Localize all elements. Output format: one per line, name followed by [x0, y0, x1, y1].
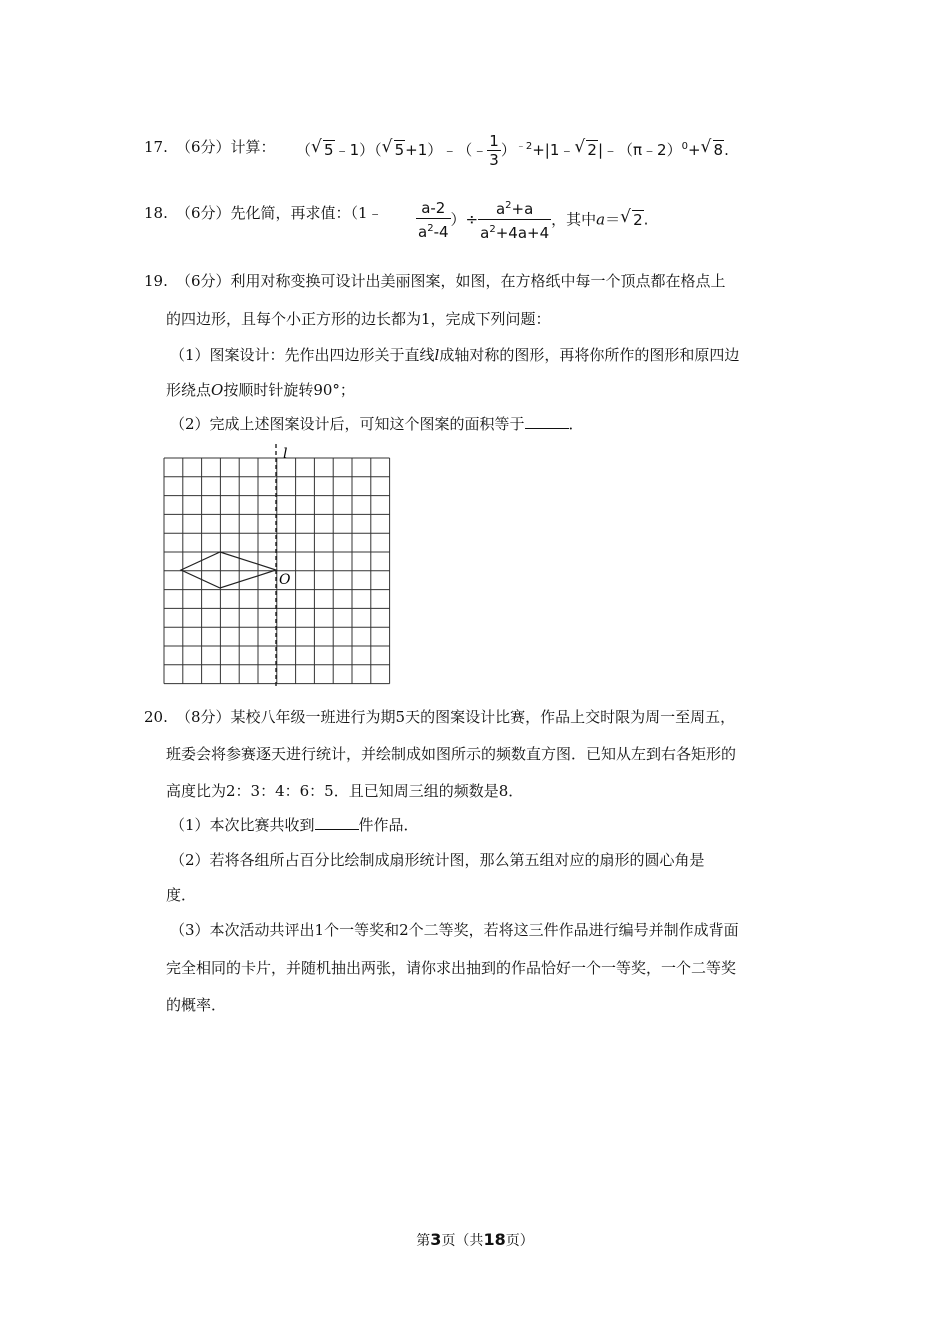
q20-text: 度． — [166, 886, 197, 904]
variable-a: a — [596, 210, 606, 229]
label-l: l — [283, 446, 288, 462]
denominator — [416, 219, 451, 242]
denominator: 3 — [489, 151, 499, 169]
denominator — [478, 220, 551, 243]
tail: +a — [511, 200, 534, 218]
page-total: 18 — [483, 1230, 506, 1249]
exponent: 2 — [427, 222, 434, 234]
q19-text: 按顺时针旋转90°； — [223, 381, 355, 399]
numerator: a-2 — [416, 198, 451, 219]
q17-text: ﹣1）（ — [334, 141, 382, 159]
exponent: 2 — [505, 200, 512, 211]
sqrt-5: √ 5 — [311, 137, 334, 159]
fraction-one-third — [487, 132, 501, 169]
radicand: 2 — [587, 141, 597, 159]
q19-text: ． — [568, 415, 584, 433]
sqrt-5: √ 5 — [381, 137, 405, 159]
q19-text: （2）完成上述图案设计后，可知这个图案的面积等于 — [170, 415, 525, 433]
q19-text: 成轴对称的图形，再将你所作的图形和原四边 — [439, 346, 740, 364]
q20-text: （8分）某校八年级一班进行为期5天的图案设计比赛，作品上交时限为周一至周五， — [176, 708, 736, 726]
q17-number: 17. — [144, 138, 168, 156]
q17-text: + — [687, 141, 701, 159]
label-O: O — [279, 572, 291, 588]
grid-lines — [164, 458, 390, 684]
tail: +4a+4 — [495, 224, 550, 242]
q17-paren: （ — [296, 141, 312, 159]
numerator: 1 — [489, 132, 499, 150]
footer-text: 页） — [505, 1233, 534, 1249]
sqrt-2: √ 2 — [574, 137, 597, 159]
exponent: 2 — [489, 224, 496, 235]
var-O: O — [211, 381, 224, 399]
quadrilateral — [181, 552, 276, 588]
q20-text: 的概率． — [166, 996, 227, 1014]
q18-expression — [416, 196, 648, 243]
q20-text: （1）本次比赛共收到 — [170, 816, 315, 834]
footer-text: 第 — [416, 1233, 431, 1249]
answer-blank[interactable] — [525, 414, 569, 429]
footer-text: 页（共 — [441, 1233, 484, 1249]
q20-text: （3）本次活动共评出1个一等奖和2个二等奖，若将这三件作品进行编号并制作成背面 — [170, 921, 739, 939]
radicand: 5 — [324, 141, 334, 159]
divide: ）÷ — [450, 210, 479, 229]
q18-text: （6分）先化简，再求值：（1﹣ — [176, 204, 383, 222]
base: a — [480, 224, 490, 242]
sqrt-8: √ 8 — [700, 137, 724, 159]
q17-expression — [296, 130, 729, 170]
page-number: 3 — [430, 1230, 442, 1249]
q19-text: （1）图案设计：先作出四边形关于直线 — [170, 346, 435, 364]
sqrt-2: √ 2 — [620, 206, 643, 229]
exponent: 0 — [681, 141, 688, 152]
equals: ＝ — [605, 210, 621, 229]
q20-text: 件作品． — [358, 816, 419, 834]
q17-text: ） — [500, 141, 516, 159]
q20-text: 完全相同的卡片，并随机抽出两张，请你求出抽到的作品恰好一个一等奖，一个二等奖 — [166, 959, 737, 977]
q17-text: . — [724, 141, 729, 159]
answer-blank[interactable] — [315, 815, 359, 830]
q18-number: 18. — [144, 204, 168, 222]
radicand: 5 — [394, 141, 405, 159]
q19-number: 19. — [144, 272, 168, 290]
fraction-1 — [416, 198, 451, 242]
base: a — [495, 200, 506, 218]
q17-text: +1）﹣（﹣ — [405, 141, 488, 159]
q20-number: 20. — [144, 708, 168, 726]
page-footer — [0, 1230, 950, 1250]
q19-text: （6分）利用对称变换可设计出美丽图案，如图，在方格纸中每一个顶点都在格点上 — [176, 272, 726, 290]
exponent: ﹣2 — [515, 141, 533, 152]
q18-text: ，其中 — [551, 210, 597, 229]
var-l: l — [434, 346, 440, 364]
radicand: 2 — [633, 210, 643, 229]
q20-text: （2）若将各组所占百分比绘制成扇形统计图，那么第五组对应的扇形的圆心角是 — [170, 851, 705, 869]
base: a — [418, 222, 428, 241]
q20-text: 高度比为2：3：4：6：5．且已知周三组的频数是8． — [166, 782, 524, 800]
q19-text: 的四边形，且每个小正方形的边长都为1，完成下列问题： — [166, 310, 551, 328]
grid-figure — [163, 444, 393, 686]
q19-text: 形绕点 — [166, 381, 212, 399]
q17-text: |﹣（π﹣2） — [597, 141, 682, 159]
tail: -4 — [433, 222, 449, 241]
q20-text: 班委会将参赛逐天进行统计，并绘制成如图所示的频数直方图．已知从左到右各矩形的 — [166, 745, 737, 763]
period: . — [643, 210, 649, 229]
numerator — [478, 196, 551, 220]
fraction-2 — [478, 196, 551, 243]
q17-score: （6分）计算： — [176, 138, 276, 156]
q17-text: +|1﹣ — [532, 141, 575, 159]
radicand: 8 — [713, 141, 724, 159]
